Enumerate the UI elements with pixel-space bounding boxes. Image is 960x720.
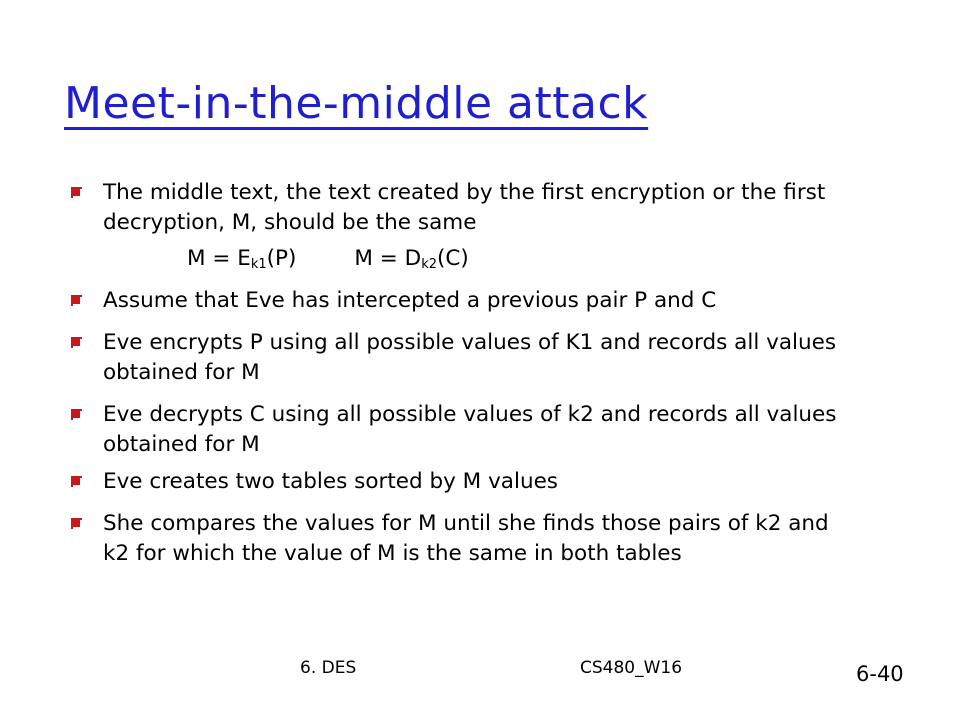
bullet-item [71, 178, 861, 238]
bullet-text: The middle text, the text created by the first encryption or the first decryption, M, should be the same [103, 180, 826, 235]
equation-left: $M = E_{k1}(P)$ [187, 246, 297, 272]
bullet-icon [71, 409, 82, 420]
bullet-text: She compares the values for M until she finds those pairs of k2 and k2 for which the value of M is the same in both tables [103, 511, 829, 566]
footer-chapter: 6. DES [300, 658, 357, 678]
slide-number: 6-40 [856, 662, 904, 686]
bullet-text: Assume that Eve has intercepted a previous pair P and C [103, 288, 717, 313]
bullet-item [71, 400, 861, 460]
bullet-icon [71, 337, 82, 348]
bullet-item [71, 286, 861, 316]
bullet-text: Eve encrypts P using all possible values of K1 and records all values obtained for M [103, 330, 837, 385]
bullet-icon [71, 518, 82, 529]
bullet-text: Eve creates two tables sorted by M values [103, 469, 558, 494]
bullet-item [71, 328, 861, 388]
equation-right: $M = D_{k2}(C)$ [354, 246, 469, 272]
slide-title: Meet-in-the-middle attack [64, 78, 649, 129]
bullet-icon [71, 295, 82, 306]
bullet-text: Eve decrypts C using all possible values of k2 and records all values obtained for M [103, 402, 837, 457]
footer-course: CS480_W16 [580, 658, 683, 678]
bullet-icon [71, 476, 82, 487]
bullet-icon [71, 187, 82, 198]
bullet-item [71, 509, 861, 569]
equation [187, 244, 469, 280]
bullet-item [71, 467, 861, 497]
